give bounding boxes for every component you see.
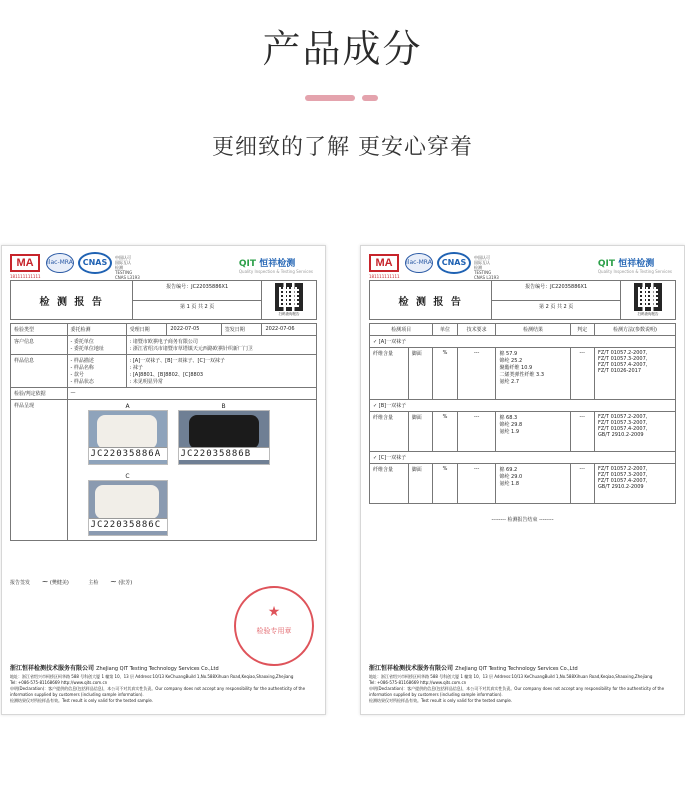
ma-number: 181111111111	[369, 274, 400, 279]
table-row: 检验/判定依据 —	[11, 388, 317, 400]
table-row: 客户信息 - 委托单位 - 委托单位地址 : 诸暨市欧祺电子商务有限公司 : 浙江省绍兴市诸暨市草塔镇天元西路欧祺针织新厂门卫	[11, 336, 317, 355]
table-row: 检验类型 委托检测 受理日期 2022-07-05 签发日期 2022-07-06	[11, 324, 317, 336]
qit-logo: QIT 恒祥检测 Quality Inspection & Testing Services	[238, 259, 313, 274]
ilac-logo: ilac-MRA	[46, 253, 74, 273]
ma-number: 181111111111	[10, 274, 41, 279]
report-end-line: -------- 检测报告结束 --------	[491, 517, 554, 523]
qr-code-icon	[275, 283, 303, 311]
report-header-table	[369, 280, 676, 320]
page-indicator: 第 2 页 共 2 页	[492, 300, 621, 320]
cnas-logo: CNAS	[78, 252, 112, 274]
ma-logo: MA	[10, 254, 40, 272]
report-title: 检 测 报 告	[370, 281, 492, 320]
table-header-row: 检测项目 单位 技术要求 检测结果 判定 检测方法(参数说明)	[370, 324, 676, 336]
report-title: 检 测 报 告	[11, 281, 133, 320]
sample-photo-b: B JC22035886B	[178, 410, 270, 465]
report-info-table	[10, 323, 317, 541]
cnas-logo: CNAS	[437, 252, 471, 274]
company-seal: ★ 检验专用章	[234, 586, 314, 666]
report-footer: 浙江恒祥检测技术服务有限公司 ZheJiang QIT Testing Technology Services Co.,Ltd 地址：浙江省绍兴市柯桥区柯华路 588 号科创大厦 1 幢第 10、13 层 Address:10/13 KeChuangBuild 1,No.588Xihuan Road,Keqiao,Shaoxing,Zhejiang Tel: +086-575-81168669 http://www.qits.com.cn 申明(Declaration)：客户提供的信息(包括样品信息)，本公司不对其真实性负责。Our company does not accept any responsibility for the authenticity of the information supplied by customers (including sample information). 检测结果仅对所检样品有效。Test result is only valid for the tested sample.	[369, 665, 665, 703]
cnas-caption: 中国认可 国际互认 检测 TESTING CNAS L3193	[115, 255, 140, 280]
sample-photos	[68, 400, 316, 540]
accent-pill-short	[362, 95, 378, 101]
sample-photo-c: C JC22035886C	[88, 480, 168, 536]
table-row: 纤维含量 脚面 % --- 棉 69.2 锦纶 29.0 氨纶 1.8 --- FZ/T 01057.2-2007, FZ/T 01057.3-2007, FZ/T 01057.4-2007, GB/T 2910.2-2009	[370, 464, 676, 504]
accent-pill-long	[305, 95, 355, 101]
checker-signature: ~	[110, 577, 117, 586]
ma-logo: MA	[369, 254, 399, 272]
logo-row	[10, 252, 317, 280]
group-header-row: ✓ [B]一双袜子	[370, 400, 676, 412]
qr-code-icon	[634, 283, 662, 311]
hero-title: 产品成分	[262, 27, 423, 71]
page-indicator: 第 1 页 共 2 页	[133, 300, 262, 320]
table-row: 样品呈现 A JC22035886A B JC22035886B C JC22035886C	[11, 400, 317, 541]
report-number: 报告编号：JC22035886X1	[492, 281, 621, 301]
logo-row	[369, 252, 676, 280]
cnas-caption: 中国认可 国际互认 检测 TESTING CNAS L3193	[474, 255, 499, 280]
star-icon: ★	[267, 604, 281, 620]
table-row: 纤维含量 脚面 % --- 棉 57.9 锦纶 25.2 聚酯纤维 10.9 二烯类弹性纤维 3.3 氨纶 2.7 --- FZ/T 01057.2-2007, FZ/T 01057.3-2007, FZ/T 01057.4-2007, FZ/T 01026-2017	[370, 348, 676, 400]
qr-cell: 扫码查询报告	[620, 281, 675, 320]
hero-subtitle: 更细致的了解 更安心穿着	[212, 135, 473, 160]
signature-row: 报告签发 ~ (樊健美) 主检 ~ (张芳)	[10, 577, 133, 586]
report-footer: 浙江恒祥检测技术服务有限公司 ZheJiang QIT Testing Technology Services Co.,Ltd 地址：浙江省绍兴市柯桥区柯华路 588 号科创大厦 1 幢第 10、13 层 Address:10/13 KeChuangBuild 1,No.588Xihuan Road,Keqiao,Shaoxing,Zhejiang Tel: +086-575-81168669 http://www.qits.com.cn 申明(Declaration)：客户提供的信息(包括样品信息)，本公司不对其真实性负责。Our company does not accept any responsibility for the authenticity of the information supplied by customers (including sample information). 检测结果仅对所检样品有效。Test result is only valid for the tested sample.	[10, 665, 306, 703]
test-report-page-2	[360, 245, 685, 715]
results-table	[369, 323, 676, 504]
table-row: 纤维含量 脚面 % --- 棉 68.3 锦纶 29.8 氨纶 1.9 --- FZ/T 01057.2-2007, FZ/T 01057.3-2007, FZ/T 01057.4-2007, GB/T 2910.2-2009	[370, 412, 676, 452]
sample-photo-a: A JC22035886A	[88, 410, 168, 465]
table-row: 样品信息 - 样品描述 - 样品名称 - 款号 - 样品状态 : [A]一双袜子、[B]一双袜子、[C]一双袜子 : 袜子 : [A]8801、[B]8802、[C]8803 : 未见明显异常	[11, 355, 317, 388]
ilac-logo: ilac-MRA	[405, 253, 433, 273]
qit-logo: QIT 恒祥检测 Quality Inspection & Testing Services	[597, 259, 672, 274]
group-header-row: ✓ [C]一双袜子	[370, 452, 676, 464]
signer-signature: ~	[41, 577, 49, 586]
test-report-page-1	[1, 245, 326, 715]
qr-cell: 扫码查询报告	[261, 281, 316, 320]
group-header-row: ✓ [A]一双袜子	[370, 336, 676, 348]
report-header-table	[10, 280, 317, 320]
report-number: 报告编号：JC22035886X1	[133, 281, 262, 301]
